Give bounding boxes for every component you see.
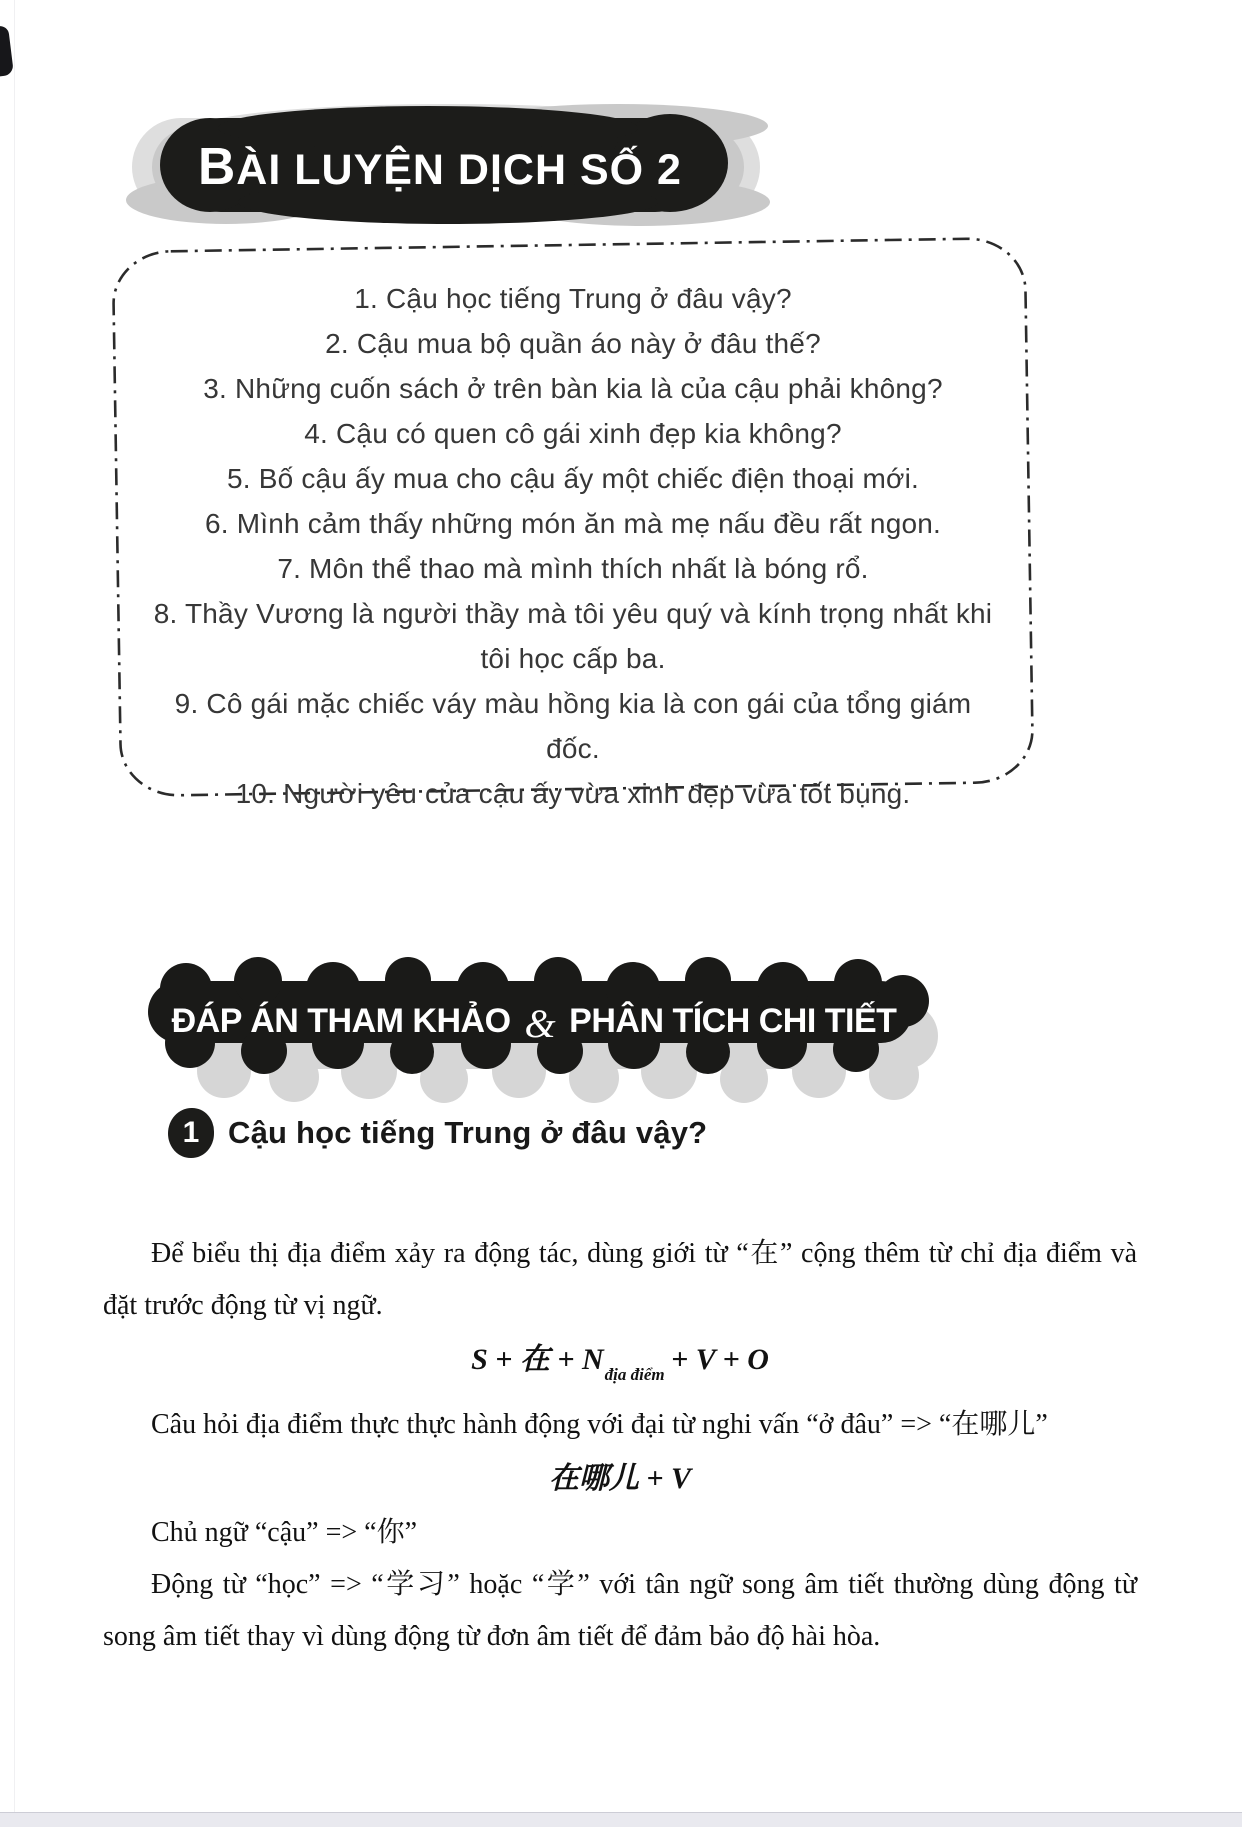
section-number: 1 xyxy=(182,1116,200,1149)
page-edge-line xyxy=(14,0,15,1812)
formula-subscript: địa điểm xyxy=(604,1365,665,1384)
exercise-sentence: 6. Mình cảm thấy những món ăn mà mẹ nấu đều rất ngon. xyxy=(205,508,941,539)
exercise-sentence: 5. Bố cậu ấy mua cho cậu ấy một chiếc điện thoại mới. xyxy=(227,463,919,494)
exercise-box xyxy=(112,240,1034,809)
formula-suffix: + V + O xyxy=(663,1343,769,1376)
exercise-sentence: 4. Cậu có quen cô gái xinh đẹp kia không? xyxy=(304,418,842,449)
page-bottom-edge xyxy=(0,1812,1242,1827)
page-title: BÀI LUYỆN DỊCH SỐ 2 xyxy=(198,137,682,195)
exercise-sentence: 3. Những cuốn sách ở trên bàn kia là của cậu phải không? xyxy=(203,373,943,404)
exercise-sentence-list xyxy=(148,276,998,816)
answer-banner-left: ĐÁP ÁN THAM KHẢO xyxy=(171,1001,511,1040)
section-number-badge xyxy=(168,1108,214,1158)
exercise-sentence: 7. Môn thể thao mà mình thích nhất là bóng rổ. xyxy=(277,553,869,584)
scan-artifact xyxy=(0,25,14,77)
exercise-sentence: 9. Cô gái mặc chiếc váy màu hồng kia là con gái của tổng giám đốc. xyxy=(174,688,972,764)
title-banner xyxy=(118,96,778,236)
formula-prefix: S + 在 + N xyxy=(471,1343,604,1376)
formula-question: 在哪儿 + V xyxy=(548,1462,692,1495)
answer-banner-title xyxy=(150,985,918,1057)
paragraph-verb: Động từ “học” => “学习” hoặc “学” với tân ngữ song âm tiết thường dùng động từ song âm tiết thay vì dùng động từ đơn âm tiết để đảm bảo độ hài hòa. xyxy=(103,1569,1137,1652)
formula-structure xyxy=(103,1334,1137,1397)
ampersand: & xyxy=(524,1000,556,1046)
section-1-content xyxy=(103,1228,1137,1663)
paragraph-question-word: Câu hỏi địa điểm thực thực hành động với đại từ nghi vấn “ở đâu” => “在哪儿” xyxy=(151,1409,1048,1440)
paragraph-rule: Để biểu thị địa điểm xảy ra động tác, dùng giới từ “在” cộng thêm từ chỉ địa điểm và đặt trước động từ vị ngữ. xyxy=(103,1238,1137,1321)
exercise-sentence: 10. Người yêu của cậu ấy vừa xinh đẹp vừa tốt bụng. xyxy=(235,778,911,809)
section-heading: Cậu học tiếng Trung ở đâu vậy? xyxy=(228,1115,708,1150)
paragraph-subject: Chủ ngữ “cậu” => “你” xyxy=(151,1517,418,1548)
section-1-header xyxy=(168,1108,707,1158)
exercise-sentence: 2. Cậu mua bộ quần áo này ở đâu thế? xyxy=(325,328,821,359)
exercise-sentence: 8. Thầy Vương là người thầy mà tôi yêu quý và kính trọng nhất khi tôi học cấp ba. xyxy=(153,598,993,674)
exercise-sentence: 1. Cậu học tiếng Trung ở đâu vậy? xyxy=(354,283,792,314)
answer-banner-right: PHÂN TÍCH CHI TIẾT xyxy=(569,1001,897,1040)
